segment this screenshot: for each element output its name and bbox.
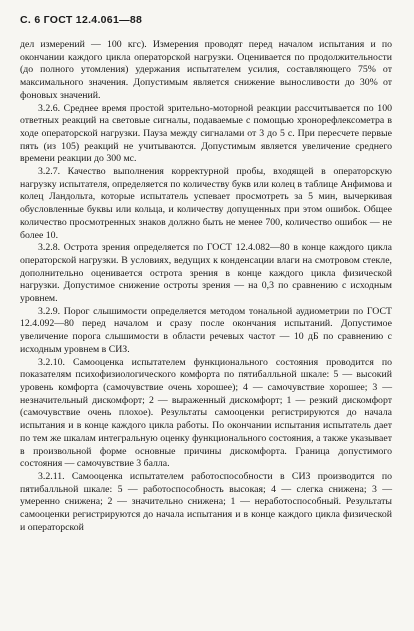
page-header: С. 6 ГОСТ 12.4.061—88: [20, 14, 143, 26]
paragraph-3-2-9: 3.2.9. Порог слышимости определяется методом тональной аудиометрии по ГОСТ 12.4.092—80 перед началом и сразу после окончания испытаний. Допустимое увеличение порога слышимости в области речевых частот — 10 дБ по сравнению с исходным уровнем в СИЗ.: [20, 305, 392, 355]
document-body: [20, 39, 392, 534]
paragraph-continuation: дел измерений — 100 кгс). Измерения проводят перед началом испытания и по окончании каждого цикла операторской нагрузки. Оценивается по продолжительности (до полного утомления) удержания испытателем усилия, составляющего 75% от максимального значения. Допустимым является снижение выносливости до 30% от фоновых значений.: [20, 39, 392, 101]
paragraph-3-2-8: 3.2.8. Острота зрения определяется по ГОСТ 12.4.082—80 в конце каждого цикла операторской нагрузки. В условиях, ведущих к конденсации влаги на смотровом стекле, дополнительно оценивается острота зрения в конце каждого цикла физической нагрузки. Допустимое снижение остроты зрения — на 0,3 по сравнению с исходным уровнем.: [20, 242, 392, 305]
paragraph-3-2-6: 3.2.6. Среднее время простой зрительно-моторной реакции рассчитывается по 100 ответных реакций на световые сигналы, подаваемые с помощью хронорефлексометра в ходе операторской нагрузки. Пауза между сигналами от 3 до 5 с. При пересчете первые пять (из 105) реакций не учитываются. Допустимым является увеличение среднего времени реакции до 300 мс.: [20, 102, 392, 165]
paragraph-3-2-7: 3.2.7. Качество выполнения корректурной пробы, входящей в операторскую нагрузку испытателя, определяется по количеству букв или колец в таблице Анфимова и колец Ландольта, которые испытатель успевает просмотреть за 5 мин, вычеркивая обусловленные буквы или кольца, и количеству допущенных при этом ошибок. Общее количество просмотренных знаков должно быть не менее 700, количество ошибок — не более 10.: [20, 166, 392, 241]
paragraph-3-2-11: 3.2.11. Самооценка испытателем работоспособности в СИЗ производится по пятибалльной шкале: 5 — работоспособность высокая; 4 — слегка снижена; 3 — умеренно снижена; 2 — значительно снижена; 1 — неработоспособный. Результаты самооценки регистрируются до начала испытания и в конце каждого цикла физической и операторской: [20, 470, 392, 533]
paragraph-3-2-10: 3.2.10. Самооценка испытателем функционального состояния проводится по показателям психофизиологического комфорта по пятибалльной шкале: 5 — высокий уровень комфорта (самочувствие очень хорошее); 4 — самочувствие хорошее; 3 — незначительный дискомфорт; 2 — выраженный дискомфорт; 1 — резкий дискомфорт (самочувствие очень плохое). Результаты самооценки регистрируются до начала испытания и в конце каждого цикла работы. По окончании испытания испытатель дает по тем же шкалам интегральную оценку функционального состояния, а также указывает в произвольной форме основные причины дискомфорта. Граница допустимого состояния — самочувствие 3 балла.: [20, 356, 392, 470]
